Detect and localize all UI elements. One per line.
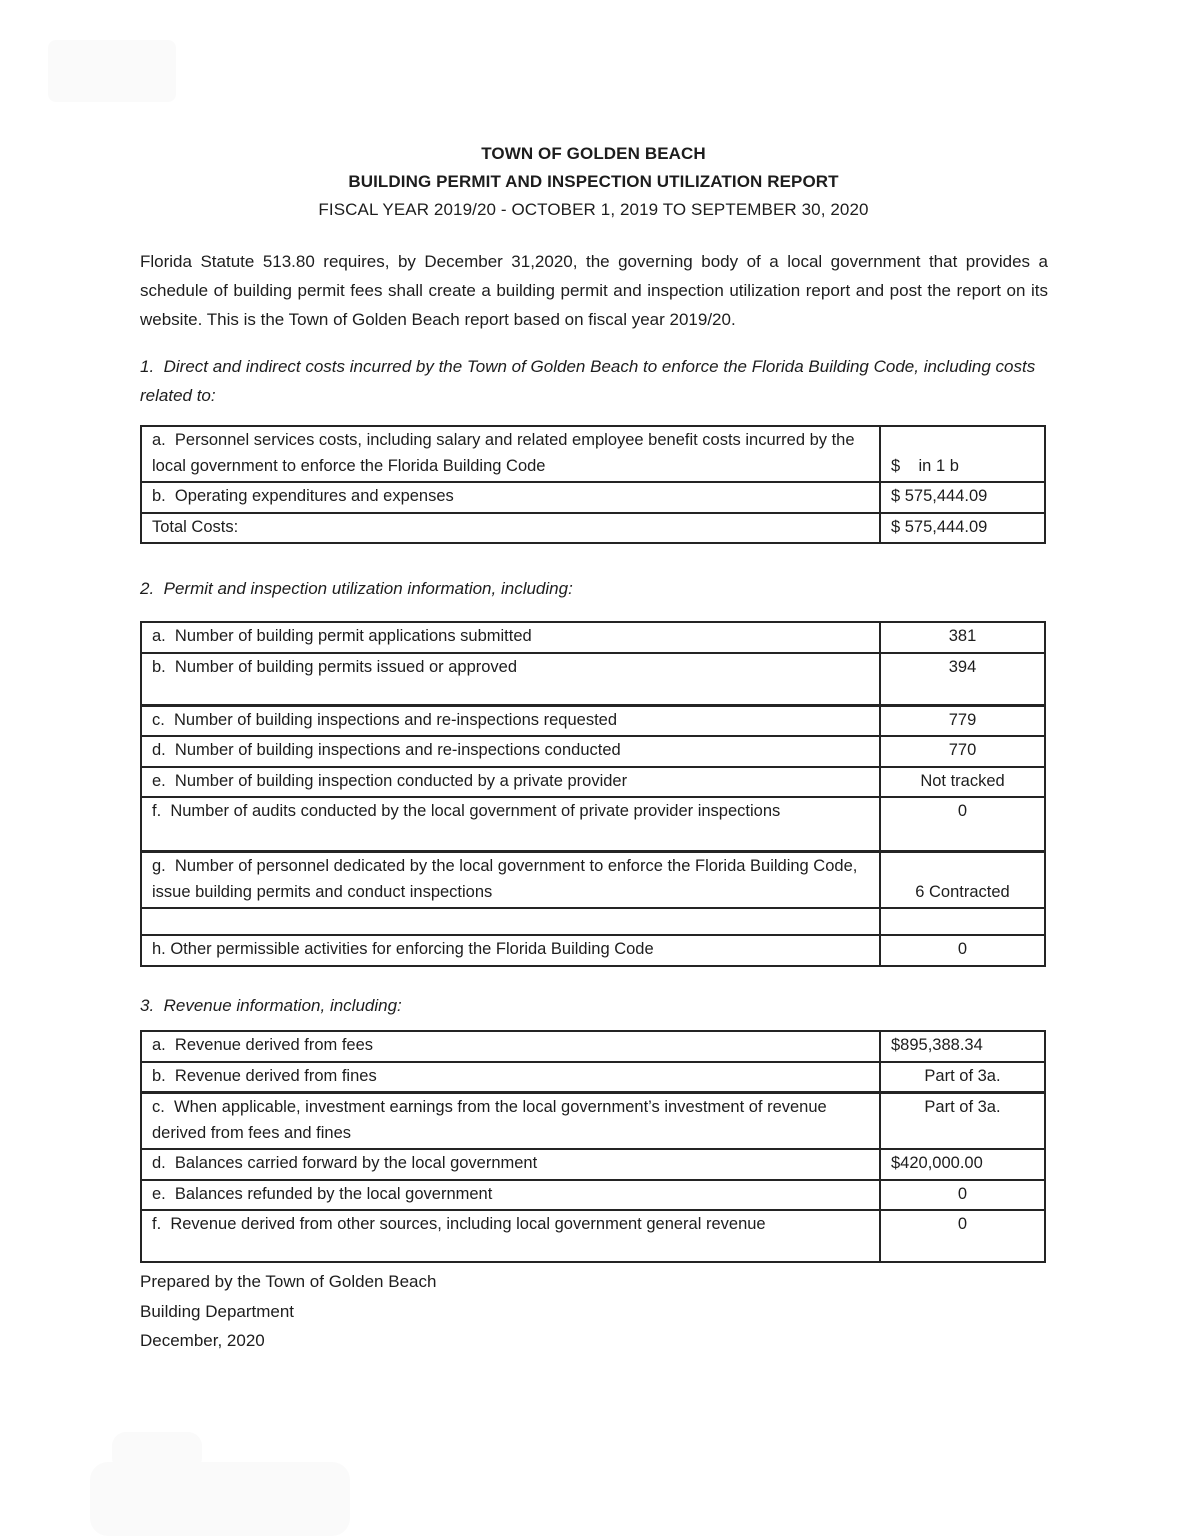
section-1-heading: 1. Direct and indirect costs incurred by the Town of Golden Beach to enforce the Florida Building Code, including costs related to:	[140, 357, 1040, 405]
row-value: 394	[948, 657, 977, 676]
row-value: Part of 3a.	[924, 1066, 1001, 1085]
table-row	[142, 934, 1044, 965]
row-label: d. Number of building inspections and re-inspections conducted	[142, 737, 881, 766]
row-value: $895,388.34	[891, 1036, 983, 1054]
row-value: $ in 1 b	[891, 456, 959, 475]
table-row	[142, 766, 1044, 797]
row-label: b. Number of building permits issued or approved	[142, 654, 881, 704]
date-line: December, 2020	[140, 1331, 265, 1350]
document-header	[0, 140, 1187, 224]
table-row	[142, 1032, 1044, 1061]
row-label: a. Revenue derived from fees	[142, 1032, 881, 1061]
table-row	[142, 427, 1044, 481]
table-row-blank	[142, 907, 1044, 934]
utilization-table	[140, 621, 1046, 967]
row-label: d. Balances carried forward by the local government	[142, 1150, 881, 1179]
row-label: e. Number of building inspection conducted by a private provider	[142, 768, 881, 797]
table-row	[142, 1061, 1044, 1092]
row-value: 6 Contracted	[915, 882, 1010, 901]
row-label: e. Balances refunded by the local government	[142, 1181, 881, 1210]
row-value: 770	[948, 741, 977, 759]
row-label: c. When applicable, investment earnings from the local government’s investment of revenue derived from fees and fines	[142, 1094, 881, 1148]
scan-artifact-top-left	[48, 40, 176, 102]
row-value: Part of 3a.	[924, 1098, 1001, 1116]
row-value	[881, 909, 1044, 934]
row-value: 0	[957, 802, 968, 820]
table-row	[142, 796, 1044, 850]
row-label: f. Number of audits conducted by the local government of private provider inspections	[142, 798, 881, 850]
document-title: TOWN OF GOLDEN BEACH	[481, 144, 706, 163]
row-value: 0	[957, 940, 968, 958]
row-label: a. Number of building permit applications submitted	[142, 623, 881, 652]
row-label: b. Revenue derived from fines	[142, 1063, 881, 1092]
prepared-by-line: Prepared by the Town of Golden Beach	[140, 1272, 437, 1291]
table-row	[142, 704, 1044, 736]
table-row	[142, 652, 1044, 704]
row-value: $ 575,444.09	[891, 487, 988, 505]
table-row	[142, 623, 1044, 652]
section-2-heading: 2. Permit and inspection utilization information, including:	[140, 579, 573, 598]
row-label: b. Operating expenditures and expenses	[142, 483, 881, 512]
row-value: $ 575,444.09	[891, 517, 988, 536]
row-label: c. Number of building inspections and re-inspections requested	[142, 707, 881, 736]
row-value: 0	[957, 1215, 968, 1233]
table-row	[142, 735, 1044, 766]
scan-artifact-bottom-left	[90, 1462, 350, 1536]
table-row	[142, 1179, 1044, 1210]
document-footer	[140, 1267, 1048, 1356]
row-value: 779	[948, 710, 977, 729]
row-value: $420,000.00	[891, 1154, 983, 1172]
fiscal-year-line: FISCAL YEAR 2019/20 - OCTOBER 1, 2019 TO SEPTEMBER 30, 2020	[318, 200, 869, 219]
row-value: 381	[948, 627, 977, 645]
table-row	[142, 1209, 1044, 1261]
row-label: f. Revenue derived from other sources, including local government general revenue	[142, 1211, 881, 1261]
department-line: Building Department	[140, 1301, 295, 1321]
row-label: Total Costs:	[142, 514, 881, 543]
revenue-table	[140, 1030, 1046, 1263]
table-row	[142, 1091, 1044, 1148]
document-subtitle: BUILDING PERMIT AND INSPECTION UTILIZATION REPORT	[348, 172, 839, 191]
intro-paragraph: Florida Statute 513.80 requires, by December 31,2020, the governing body of a local government that provides a schedule of building permit fees shall create a building permit and inspection utilization report and post the report on its website. This is the Town of Golden Beach report based on fiscal year 2019/20.	[140, 252, 1048, 329]
table-row	[142, 1148, 1044, 1179]
row-value: Not tracked	[920, 771, 1005, 790]
row-value: 0	[957, 1184, 968, 1203]
table-row	[142, 512, 1044, 543]
table-row	[142, 850, 1044, 907]
row-label: g. Number of personnel dedicated by the local government to enforce the Florida Building Code, issue building permits and conduct inspections	[142, 853, 881, 907]
costs-table	[140, 425, 1046, 544]
table-row	[142, 481, 1044, 512]
section-3-heading: 3. Revenue information, including:	[140, 996, 402, 1015]
row-label: h. Other permissible activities for enforcing the Florida Building Code	[142, 936, 881, 965]
row-label	[142, 909, 881, 934]
row-label: a. Personnel services costs, including salary and related employee benefit costs incurred by the local government to enforce the Florida Building Code	[142, 427, 881, 481]
